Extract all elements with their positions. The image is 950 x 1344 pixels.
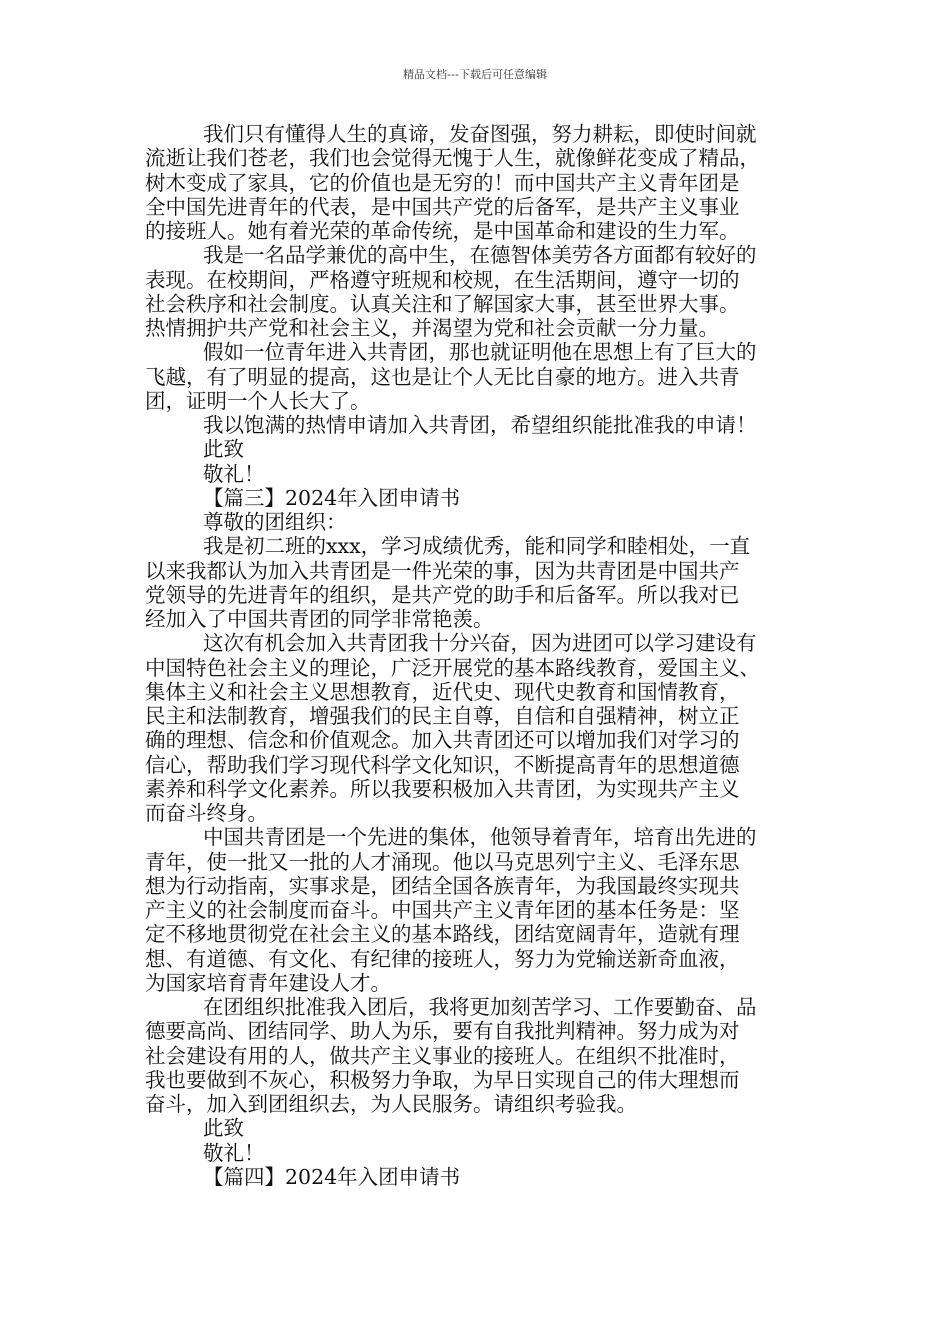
text-line: 党领导的先进青年的组织，是共产党的助手和后备军。所以我对已	[145, 582, 740, 607]
text-line: 产主义的社会制度而奋斗。中国共产主义青年团的基本任务是：坚	[145, 898, 740, 922]
text-line: 民主和法制教育，增强我们的民主自尊，自信和自强精神，树立正	[145, 704, 740, 728]
document-body	[145, 122, 815, 1189]
text-line: 我们只有懂得人生的真谛，发奋图强，努力耕耘，即使时间就	[203, 122, 757, 146]
text-line: 表现。在校期间，严格遵守班规和校规，在生活期间，遵守一切的	[145, 267, 740, 292]
text-line: 全中国先进青年的代表，是中国共产党的后备军，是共产主义事业	[145, 194, 740, 219]
text-line: 我是初二班的xxx，学习成绩优秀，能和同学和睦相处，一直	[203, 534, 751, 559]
text-line: 在团组织批准我入团后，我将更加刻苦学习、工作要勤奋、品	[203, 995, 757, 1019]
text-line: 我以饱满的热情申请加入共青团，希望组织能批准我的申请！	[203, 413, 757, 437]
text-line: 【篇三】2024年入团申请书	[203, 485, 461, 510]
text-line: 想、有道德、有文化、有纪律的接班人，努力为党输送新奇血液，	[145, 946, 740, 971]
text-line: 敬礼！	[203, 461, 265, 486]
text-line: 集体主义和社会主义思想教育，近代史、现代史教育和国情教育，	[145, 679, 740, 704]
text-line: 德要高尚、团结同学、助人为乐，要有自我批判精神。努力成为对	[145, 1019, 740, 1044]
text-line: 的接班人。她有着光荣的革命传统，是中国革命和建设的生力军。	[145, 219, 740, 243]
text-line: 社会建设有用的人，做共产主义事业的接班人。在组织不批准时，	[145, 1043, 740, 1068]
text-line: 流逝让我们苍老，我们也会觉得无愧于人生，就像鲜花变成了精品，	[145, 146, 760, 171]
text-line: 素养和科学文化素养。所以我要积极加入共青团，为实现共产主义	[145, 776, 740, 801]
text-line: 而奋斗终身。	[145, 801, 268, 825]
text-line: 青年，使一批又一批的人才涌现。他以马克思列宁主义、毛泽东思	[145, 849, 740, 874]
text-line: 此致	[203, 1116, 244, 1141]
text-line: 以来我都认为加入共青团是一件光荣的事，因为共青团是中国共产	[145, 558, 740, 583]
text-line: 【篇四】2024年入团申请书	[203, 1164, 461, 1189]
text-line: 经加入了中国共青团的同学非常艳羡。	[145, 607, 494, 631]
text-line: 中国共青团是一个先进的集体，他领导着青年，培育出先进的	[203, 825, 757, 850]
text-line: 我是一名品学兼优的高中生，在德智体美劳各方面都有较好的	[203, 243, 757, 268]
text-line: 奋斗，加入到团组织去，为人民服务。请组织考验我。	[145, 1092, 637, 1116]
text-line: 确的理想、信念和价值观念。加入共青团还可以增加我们对学习的	[145, 728, 740, 753]
text-line: 树木变成了家具，它的价值也是无穷的！而中国共产主义青年团是	[145, 170, 740, 195]
text-line: 飞越，有了明显的提高，这也是让个人无比自豪的地方。进入共青	[145, 364, 740, 389]
text-line: 定不移地贯彻党在社会主义的基本路线，团结宽阔青年，造就有理	[145, 922, 740, 947]
text-line: 敬礼！	[203, 1140, 265, 1165]
text-line: 中国特色社会主义的理论，广泛开展党的基本路线教育，爱国主义、	[145, 655, 760, 680]
text-line: 想为行动指南，实事求是，团结全国各族青年，为我国最终实现共	[145, 873, 740, 898]
text-line: 信心，帮助我们学习现代科学文化知识，不断提高青年的思想道德	[145, 752, 740, 777]
text-line: 此致	[203, 437, 244, 462]
text-line: 热情拥护共产党和社会主义，并渴望为党和社会贡献一分力量。	[145, 316, 719, 340]
text-line: 我也要做到不灰心，积极努力争取，为早日实现自己的伟大理想而	[145, 1067, 740, 1092]
text-line: 尊敬的团组织：	[203, 510, 347, 534]
text-line: 假如一位青年进入共青团，那也就证明他在思想上有了巨大的	[203, 340, 757, 365]
text-line: 这次有机会加入共青团我十分兴奋，因为进团可以学习建设有	[203, 631, 757, 656]
text-line: 团，证明一个人长大了。	[145, 388, 371, 413]
text-line: 为国家培育青年建设人才。	[145, 970, 391, 995]
page-header: 精品文档---下载后可任意编辑	[403, 68, 547, 81]
text-line: 社会秩序和社会制度。认真关注和了解国家大事，甚至世界大事。	[145, 291, 740, 316]
